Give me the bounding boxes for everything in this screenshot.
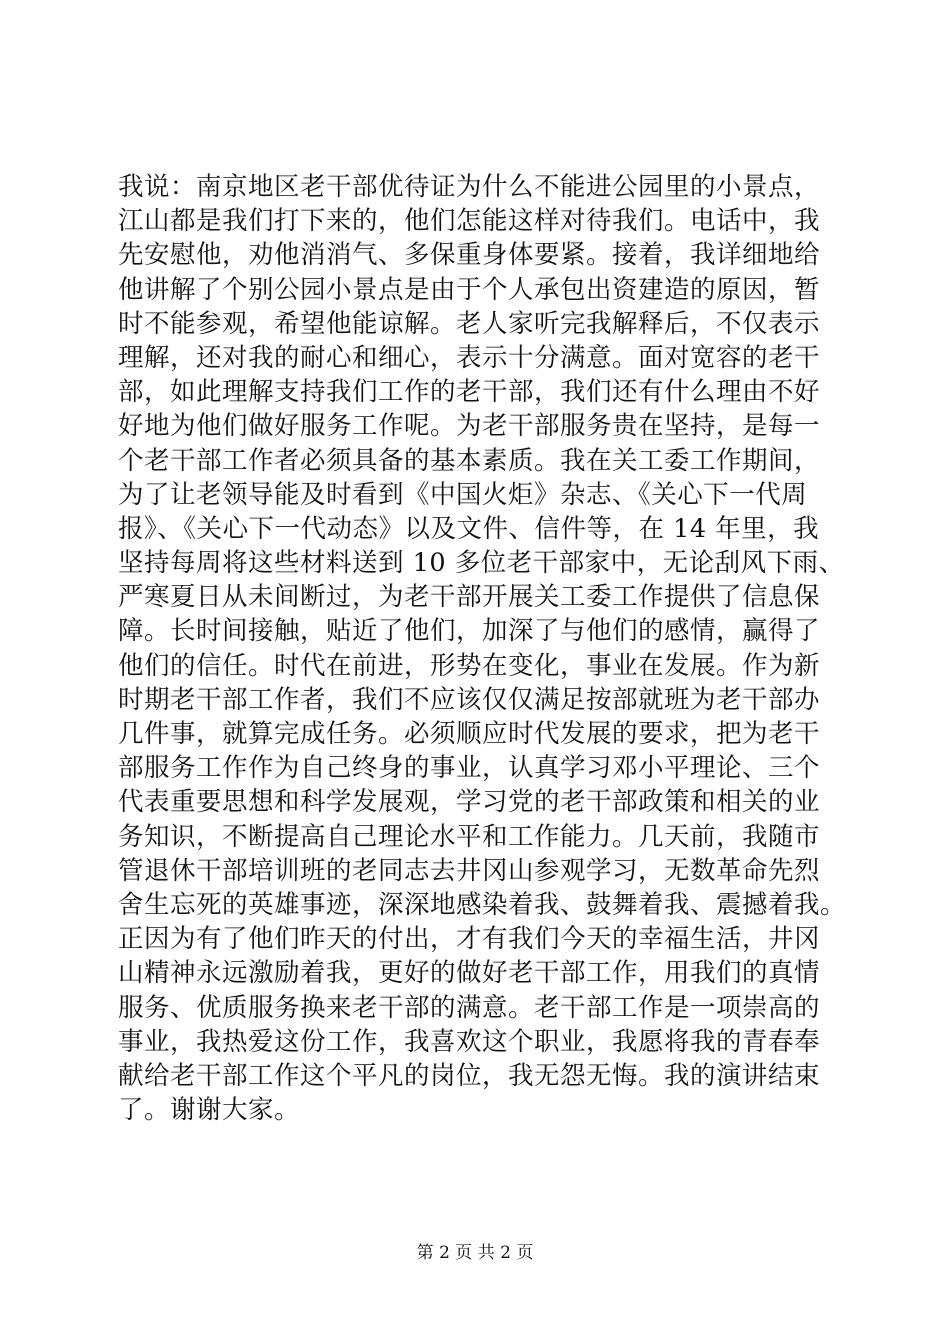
text-line: 他讲解了个别公园小景点是由于个人承包出资建造的原因，暂 [118,274,821,305]
text-line: 我说：南京地区老干部优待证为什么不能进公园里的小景点， [118,172,821,202]
text-line: 为了让老领导能及时看到《中国火炬》杂志、《关心下一代周 [118,479,808,510]
text-line: 江山都是我们打下来的，他们怎能这样对待我们。电话中，我 [118,206,821,237]
text-line: 山精神永远激励着我，更好的做好老干部工作，用我们的真情 [118,958,821,989]
text-line: 严寒夏日从未间断过，为老干部开展关工委工作提供了信息保 [118,582,821,613]
page-footer [0,1242,950,1264]
text-line: 理解，还对我的耐心和细心，表示十分满意。面对宽容的老干 [118,342,821,373]
text-line: 先安慰他，劝他消消气、多保重身体要紧。接着，我详细地给 [118,240,821,271]
text-line: 舍生忘死的英雄事迹，深深地感染着我、鼓舞着我、震撼着我。 [118,889,847,920]
text-line: 时不能参观，希望他能谅解。老人家听完我解释后，不仅表示 [118,308,821,339]
text-line: 时期老干部工作者，我们不应该仅仅满足按部就班为老干部办 [118,684,821,715]
text-line: 个老干部工作者必须具备的基本素质。我在关工委工作期间， [118,445,821,476]
text-line: 障。长时间接触，贴近了他们，加深了与他们的感情，赢得了 [118,616,821,647]
text-line: 几件事，就算完成任务。必须顺应时代发展的要求，把为老干 [118,719,821,749]
text-line: 部服务工作作为自己终身的事业，认真学习邓小平理论、三个 [118,753,821,784]
text-line: 部，如此理解支持我们工作的老干部，我们还有什么理由不好 [118,377,821,408]
text-line: 代表重要思想和科学发展观，学习党的老干部政策和相关的业 [118,787,821,818]
text-line: 坚持每周将这些材料送到 10 多位老干部家中，无论刮风下雨、 [118,548,845,579]
text-line: 事业，我热爱这份工作，我喜欢这个职业，我愿将我的青春奉 [118,1026,821,1057]
page-number-label: 第 2 页 共 2 页 [416,1243,534,1263]
text-line: 报》、《关心下一代动态》以及文件、信件等，在 14 年里，我 [118,513,820,544]
text-line: 了。谢谢大家。 [118,1095,301,1126]
text-line: 献给老干部工作这个平凡的岗位，我无怨无悔。我的演讲结束 [118,1060,821,1091]
text-line: 好地为他们做好服务工作呢。为老干部服务贵在坚持，是每一 [118,411,821,442]
text-line: 务知识，不断提高自己理论水平和工作能力。几天前，我随市 [118,821,821,852]
text-line: 正因为有了他们昨天的付出，才有我们今天的幸福生活，井冈 [118,924,821,955]
document-body [118,170,847,1127]
text-line: 服务、优质服务换来老干部的满意。老干部工作是一项崇高的 [118,992,821,1023]
text-line: 他们的信任。时代在前进，形势在变化，事业在发展。作为新 [118,650,821,681]
text-line: 管退休干部培训班的老同志去井冈山参观学习，无数革命先烈 [118,855,821,886]
